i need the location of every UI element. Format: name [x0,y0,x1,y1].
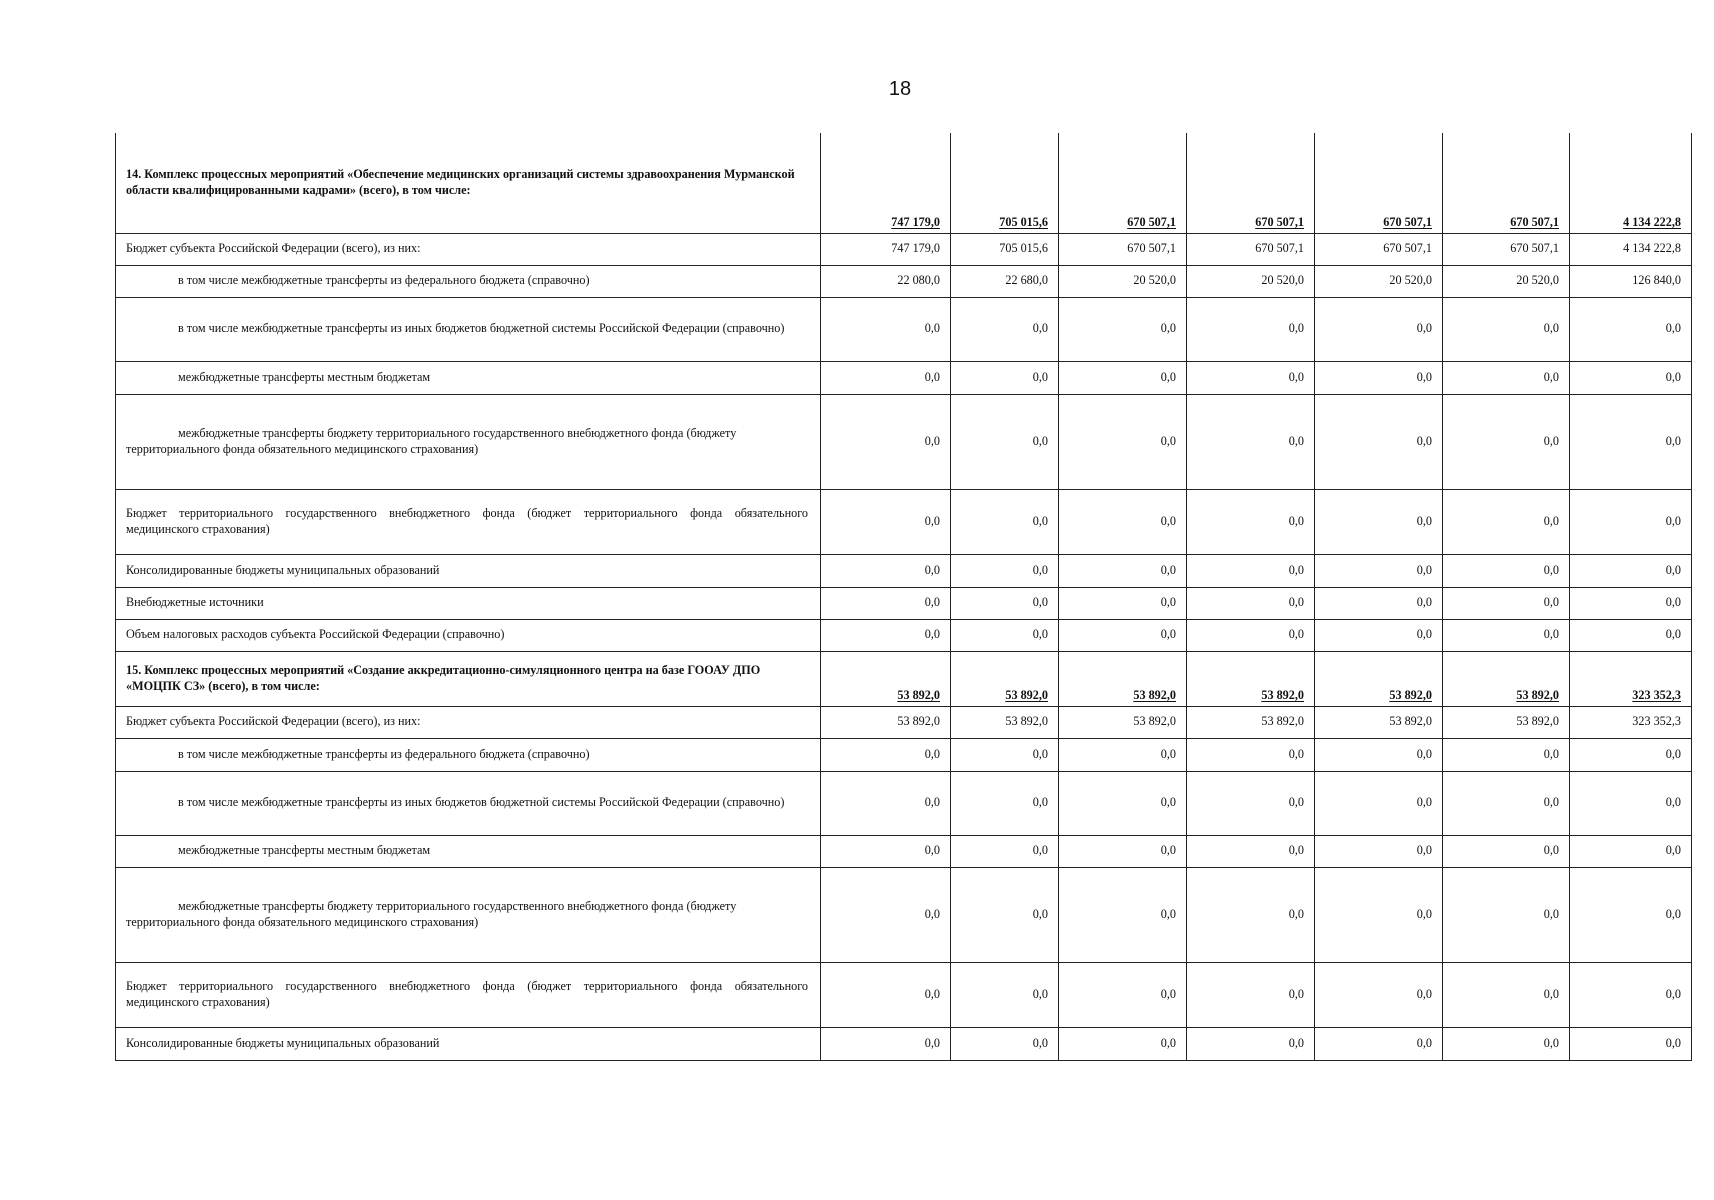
row-value-cell: 0,0 [1443,1027,1570,1060]
section-total-cell [1570,651,1692,706]
row-value-cell: 0,0 [951,835,1059,867]
row-value-cell: 0,0 [1443,619,1570,651]
row-label: межбюджетные трансферты бюджету территориального государственного внебюджетного фонда (бюджету территориального фонда обязательного медицинского страхования) [116,394,821,489]
table-row [116,394,1692,489]
row-value-cell: 0,0 [1187,587,1315,619]
table-row [116,619,1692,651]
row-value-cell: 0,0 [1443,489,1570,554]
row-value-cell: 22 080,0 [821,265,951,297]
table-row [116,835,1692,867]
section-header-row [116,133,1692,233]
row-value-cell: 0,0 [1315,771,1443,835]
row-value-cell: 0,0 [1570,489,1692,554]
row-value-cell: 0,0 [821,297,951,361]
row-label: Бюджет территориального государственного внебюджетного фонда (бюджет территориального фонда обязательного медицинского страхования) [116,489,821,554]
section-total-cell [1059,651,1187,706]
row-value-cell: 0,0 [1187,738,1315,771]
section-total-value: 670 507,1 [1255,214,1304,229]
row-value-cell: 0,0 [1315,962,1443,1027]
section-total-value: 53 892,0 [1516,687,1559,702]
row-value-cell: 0,0 [1315,394,1443,489]
row-value-cell: 0,0 [1570,738,1692,771]
row-value-cell: 0,0 [821,738,951,771]
row-value-cell: 0,0 [1570,394,1692,489]
section-total-value: 53 892,0 [897,687,940,702]
row-value-cell: 0,0 [821,587,951,619]
row-value-cell: 0,0 [1315,587,1443,619]
row-value-cell: 22 680,0 [951,265,1059,297]
row-value-cell: 0,0 [1315,738,1443,771]
row-value-cell: 0,0 [1059,394,1187,489]
row-value-cell: 670 507,1 [1443,233,1570,265]
row-value-cell: 0,0 [1570,587,1692,619]
table-row [116,962,1692,1027]
section-total-cell [821,651,951,706]
section-total-value: 670 507,1 [1510,214,1559,229]
section-total-value: 53 892,0 [1005,687,1048,702]
row-value-cell: 0,0 [1187,867,1315,962]
row-value-cell: 0,0 [951,738,1059,771]
row-value-cell: 0,0 [821,962,951,1027]
section-total-cell [821,133,951,233]
row-value-cell: 0,0 [1443,835,1570,867]
table-row [116,1027,1692,1060]
row-label: межбюджетные трансферты местным бюджетам [116,835,821,867]
row-value-cell: 0,0 [951,771,1059,835]
row-value-cell: 0,0 [821,771,951,835]
table-row [116,297,1692,361]
section-total-cell [1315,133,1443,233]
table-row [116,587,1692,619]
row-value-cell: 0,0 [1059,1027,1187,1060]
row-value-cell: 0,0 [1315,835,1443,867]
row-value-cell: 53 892,0 [821,706,951,738]
row-value-cell: 0,0 [1570,619,1692,651]
section-total-cell [1187,133,1315,233]
row-value-cell: 0,0 [951,554,1059,587]
row-value-cell: 53 892,0 [1059,706,1187,738]
row-value-cell: 670 507,1 [1187,233,1315,265]
row-value-cell: 0,0 [1570,771,1692,835]
table-row [116,233,1692,265]
row-value-cell: 0,0 [821,361,951,394]
section-total-value: 670 507,1 [1127,214,1176,229]
row-value-cell: 0,0 [1059,489,1187,554]
row-value-cell: 0,0 [951,962,1059,1027]
row-value-cell: 0,0 [1570,1027,1692,1060]
table-row [116,361,1692,394]
row-value-cell: 0,0 [1570,554,1692,587]
section-total-value: 323 352,3 [1632,687,1681,702]
row-value-cell: 20 520,0 [1443,265,1570,297]
row-value-cell: 0,0 [1443,554,1570,587]
table-row [116,867,1692,962]
row-value-cell: 0,0 [1059,297,1187,361]
row-value-cell: 0,0 [1570,835,1692,867]
budget-table [115,133,1692,1061]
row-label: Бюджет субъекта Российской Федерации (всего), из них: [116,706,821,738]
row-label: Объем налоговых расходов субъекта Российской Федерации (справочно) [116,619,821,651]
row-value-cell: 0,0 [951,489,1059,554]
row-value-cell: 20 520,0 [1059,265,1187,297]
row-value-cell: 20 520,0 [1187,265,1315,297]
row-value-cell: 0,0 [821,489,951,554]
row-value-cell: 0,0 [1059,738,1187,771]
row-value-cell: 0,0 [1443,394,1570,489]
row-value-cell: 0,0 [1059,867,1187,962]
row-value-cell: 0,0 [1443,738,1570,771]
section-header-row [116,651,1692,706]
row-value-cell: 0,0 [1059,619,1187,651]
section-total-cell [951,133,1059,233]
section-total-cell [1315,651,1443,706]
row-value-cell: 53 892,0 [1315,706,1443,738]
row-value-cell: 0,0 [1315,489,1443,554]
row-label: в том числе межбюджетные трансферты из федерального бюджета (справочно) [116,738,821,771]
row-value-cell: 53 892,0 [1187,706,1315,738]
row-value-cell: 53 892,0 [951,706,1059,738]
row-label: Консолидированные бюджеты муниципальных образований [116,554,821,587]
row-value-cell: 0,0 [1570,962,1692,1027]
row-label: межбюджетные трансферты местным бюджетам [116,361,821,394]
row-value-cell: 0,0 [1187,297,1315,361]
row-value-cell: 0,0 [1443,867,1570,962]
row-value-cell: 0,0 [1059,554,1187,587]
row-value-cell: 0,0 [951,619,1059,651]
section-total-value: 4 134 222,8 [1623,214,1681,229]
row-value-cell: 0,0 [1315,554,1443,587]
row-value-cell: 0,0 [1187,1027,1315,1060]
row-value-cell: 126 840,0 [1570,265,1692,297]
row-value-cell: 0,0 [821,1027,951,1060]
row-value-cell: 0,0 [821,554,951,587]
section-total-value: 670 507,1 [1383,214,1432,229]
row-label: в том числе межбюджетные трансферты из иных бюджетов бюджетной системы Российской Федерации (справочно) [116,297,821,361]
row-value-cell: 0,0 [1315,619,1443,651]
row-value-cell: 20 520,0 [1315,265,1443,297]
section-total-value: 705 015,6 [999,214,1048,229]
row-value-cell: 0,0 [1187,619,1315,651]
section-total-value: 747 179,0 [891,214,940,229]
row-value-cell: 0,0 [1570,361,1692,394]
row-value-cell: 0,0 [1443,297,1570,361]
row-value-cell: 0,0 [1443,361,1570,394]
row-value-cell: 0,0 [1315,361,1443,394]
row-value-cell: 0,0 [821,619,951,651]
row-value-cell: 0,0 [1570,867,1692,962]
table-row [116,265,1692,297]
table-row [116,771,1692,835]
table-row [116,738,1692,771]
row-label: Бюджет субъекта Российской Федерации (всего), из них: [116,233,821,265]
row-value-cell: 0,0 [1315,1027,1443,1060]
table-row [116,554,1692,587]
row-value-cell: 323 352,3 [1570,706,1692,738]
row-label: межбюджетные трансферты бюджету территориального государственного внебюджетного фонда (бюджету территориального фонда обязательного медицинского страхования) [116,867,821,962]
section-total-value: 53 892,0 [1389,687,1432,702]
row-value-cell: 670 507,1 [1059,233,1187,265]
row-value-cell: 0,0 [821,867,951,962]
row-value-cell: 705 015,6 [951,233,1059,265]
row-value-cell: 0,0 [1315,867,1443,962]
section-total-cell [1059,133,1187,233]
row-value-cell: 0,0 [951,394,1059,489]
section-total-cell [1443,651,1570,706]
row-label: Внебюджетные источники [116,587,821,619]
row-value-cell: 0,0 [1315,297,1443,361]
section-total-value: 53 892,0 [1261,687,1304,702]
row-value-cell: 0,0 [1443,587,1570,619]
section-total-value: 53 892,0 [1133,687,1176,702]
row-value-cell: 0,0 [1187,394,1315,489]
section-total-cell [1443,133,1570,233]
row-value-cell: 0,0 [1059,962,1187,1027]
row-value-cell: 53 892,0 [1443,706,1570,738]
section-total-cell [1570,133,1692,233]
section-total-cell [951,651,1059,706]
table-row [116,706,1692,738]
row-value-cell: 4 134 222,8 [1570,233,1692,265]
row-label: в том числе межбюджетные трансферты из иных бюджетов бюджетной системы Российской Федерации (справочно) [116,771,821,835]
row-value-cell: 0,0 [1570,297,1692,361]
row-value-cell: 0,0 [951,361,1059,394]
row-value-cell: 0,0 [1187,554,1315,587]
row-label: Бюджет территориального государственного внебюджетного фонда (бюджет территориального фонда обязательного медицинского страхования) [116,962,821,1027]
row-value-cell: 0,0 [951,297,1059,361]
budget-table-body [116,133,1692,1060]
row-value-cell: 0,0 [951,867,1059,962]
row-value-cell: 0,0 [1443,962,1570,1027]
row-value-cell: 0,0 [1059,587,1187,619]
row-value-cell: 0,0 [1059,771,1187,835]
row-label: в том числе межбюджетные трансферты из федерального бюджета (справочно) [116,265,821,297]
row-value-cell: 0,0 [1187,771,1315,835]
row-value-cell: 0,0 [1187,489,1315,554]
row-value-cell: 0,0 [821,394,951,489]
section-title: 15. Комплекс процессных мероприятий «Создание аккредитационно-симуляционного центра на базе ГООАУ ДПО «МОЦПК СЗ» (всего), в том числе: [116,651,821,706]
row-value-cell: 0,0 [821,835,951,867]
section-total-cell [1187,651,1315,706]
row-value-cell: 670 507,1 [1315,233,1443,265]
row-label: Консолидированные бюджеты муниципальных образований [116,1027,821,1060]
section-title: 14. Комплекс процессных мероприятий «Обеспечение медицинских организаций системы здравоохранения Мурманской области квалифицированными кадрами» (всего), в том числе: [116,133,821,233]
row-value-cell: 747 179,0 [821,233,951,265]
row-value-cell: 0,0 [951,1027,1059,1060]
row-value-cell: 0,0 [1443,771,1570,835]
page-number: 18 [888,78,912,100]
row-value-cell: 0,0 [1187,835,1315,867]
row-value-cell: 0,0 [1059,361,1187,394]
table-row [116,489,1692,554]
row-value-cell: 0,0 [1187,962,1315,1027]
row-value-cell: 0,0 [1059,835,1187,867]
row-value-cell: 0,0 [1187,361,1315,394]
row-value-cell: 0,0 [951,587,1059,619]
